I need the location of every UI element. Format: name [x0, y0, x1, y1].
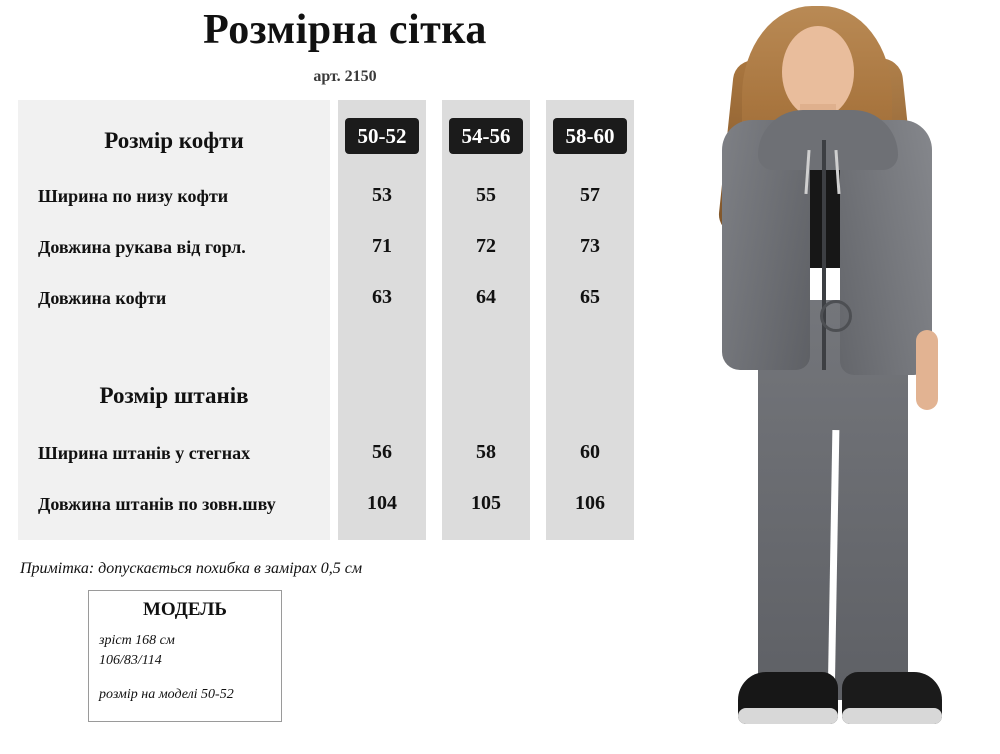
cell-jacket-1-0: 71 [372, 235, 392, 257]
pants-waist-cord [820, 300, 852, 332]
size-table [18, 100, 678, 540]
cell-jacket-0-0: 53 [372, 184, 392, 206]
jacket-hood [758, 110, 898, 170]
model-card-title: МОДЕЛЬ [143, 599, 227, 620]
cell-pants-1-2: 106 [575, 492, 605, 514]
cell-pants-1-0: 104 [367, 492, 397, 514]
cell-jacket-0-1: 55 [476, 184, 496, 206]
size-column-band-0 [338, 100, 426, 540]
article-number: арт. 2150 [313, 68, 377, 85]
cell-jacket-1-1: 72 [476, 235, 496, 257]
size-header-2: 58-60 [553, 118, 627, 154]
model-size: розмір на моделі 50-52 [99, 687, 234, 702]
sole-right [842, 708, 942, 724]
size-header-0: 50-52 [345, 118, 419, 154]
sole-left [738, 708, 838, 724]
cell-pants-0-1: 58 [476, 441, 496, 463]
right-arm [916, 330, 938, 410]
size-header-1: 54-56 [449, 118, 523, 154]
row-label-jacket-0: Ширина по низу кофти [38, 186, 229, 206]
cell-pants-0-0: 56 [372, 441, 392, 463]
cell-jacket-2-1: 64 [476, 286, 496, 308]
row-label-pants-0: Ширина штанів у стегнах [38, 443, 251, 463]
page-title: Розмірна сітка [203, 7, 487, 53]
row-label-jacket-2: Довжина кофти [38, 288, 167, 308]
model-card [88, 590, 282, 722]
section-heading-pants: Розмір штанів [99, 383, 249, 408]
model-photo [680, 0, 1000, 754]
section-heading-jacket: Розмір кофти [104, 128, 244, 153]
row-label-jacket-1: Довжина рукава від горл. [38, 237, 246, 257]
cell-pants-0-2: 60 [580, 441, 600, 463]
cell-jacket-2-2: 65 [580, 286, 600, 308]
size-column-band-1 [442, 100, 530, 540]
cell-pants-1-1: 105 [471, 492, 501, 514]
cell-jacket-2-0: 63 [372, 286, 392, 308]
model-measurements: 106/83/114 [99, 653, 162, 668]
measurement-note: Примітка: допускається похибка в замірах 0,5 см [20, 560, 363, 577]
jacket-zipper [822, 140, 826, 370]
cell-jacket-0-2: 57 [580, 184, 600, 206]
cell-jacket-1-2: 73 [580, 235, 600, 257]
row-label-pants-1: Довжина штанів по зовн.шву [38, 494, 276, 514]
size-column-band-2 [546, 100, 634, 540]
model-height: зріст 168 см [99, 633, 175, 648]
table-left-panel [18, 100, 330, 540]
